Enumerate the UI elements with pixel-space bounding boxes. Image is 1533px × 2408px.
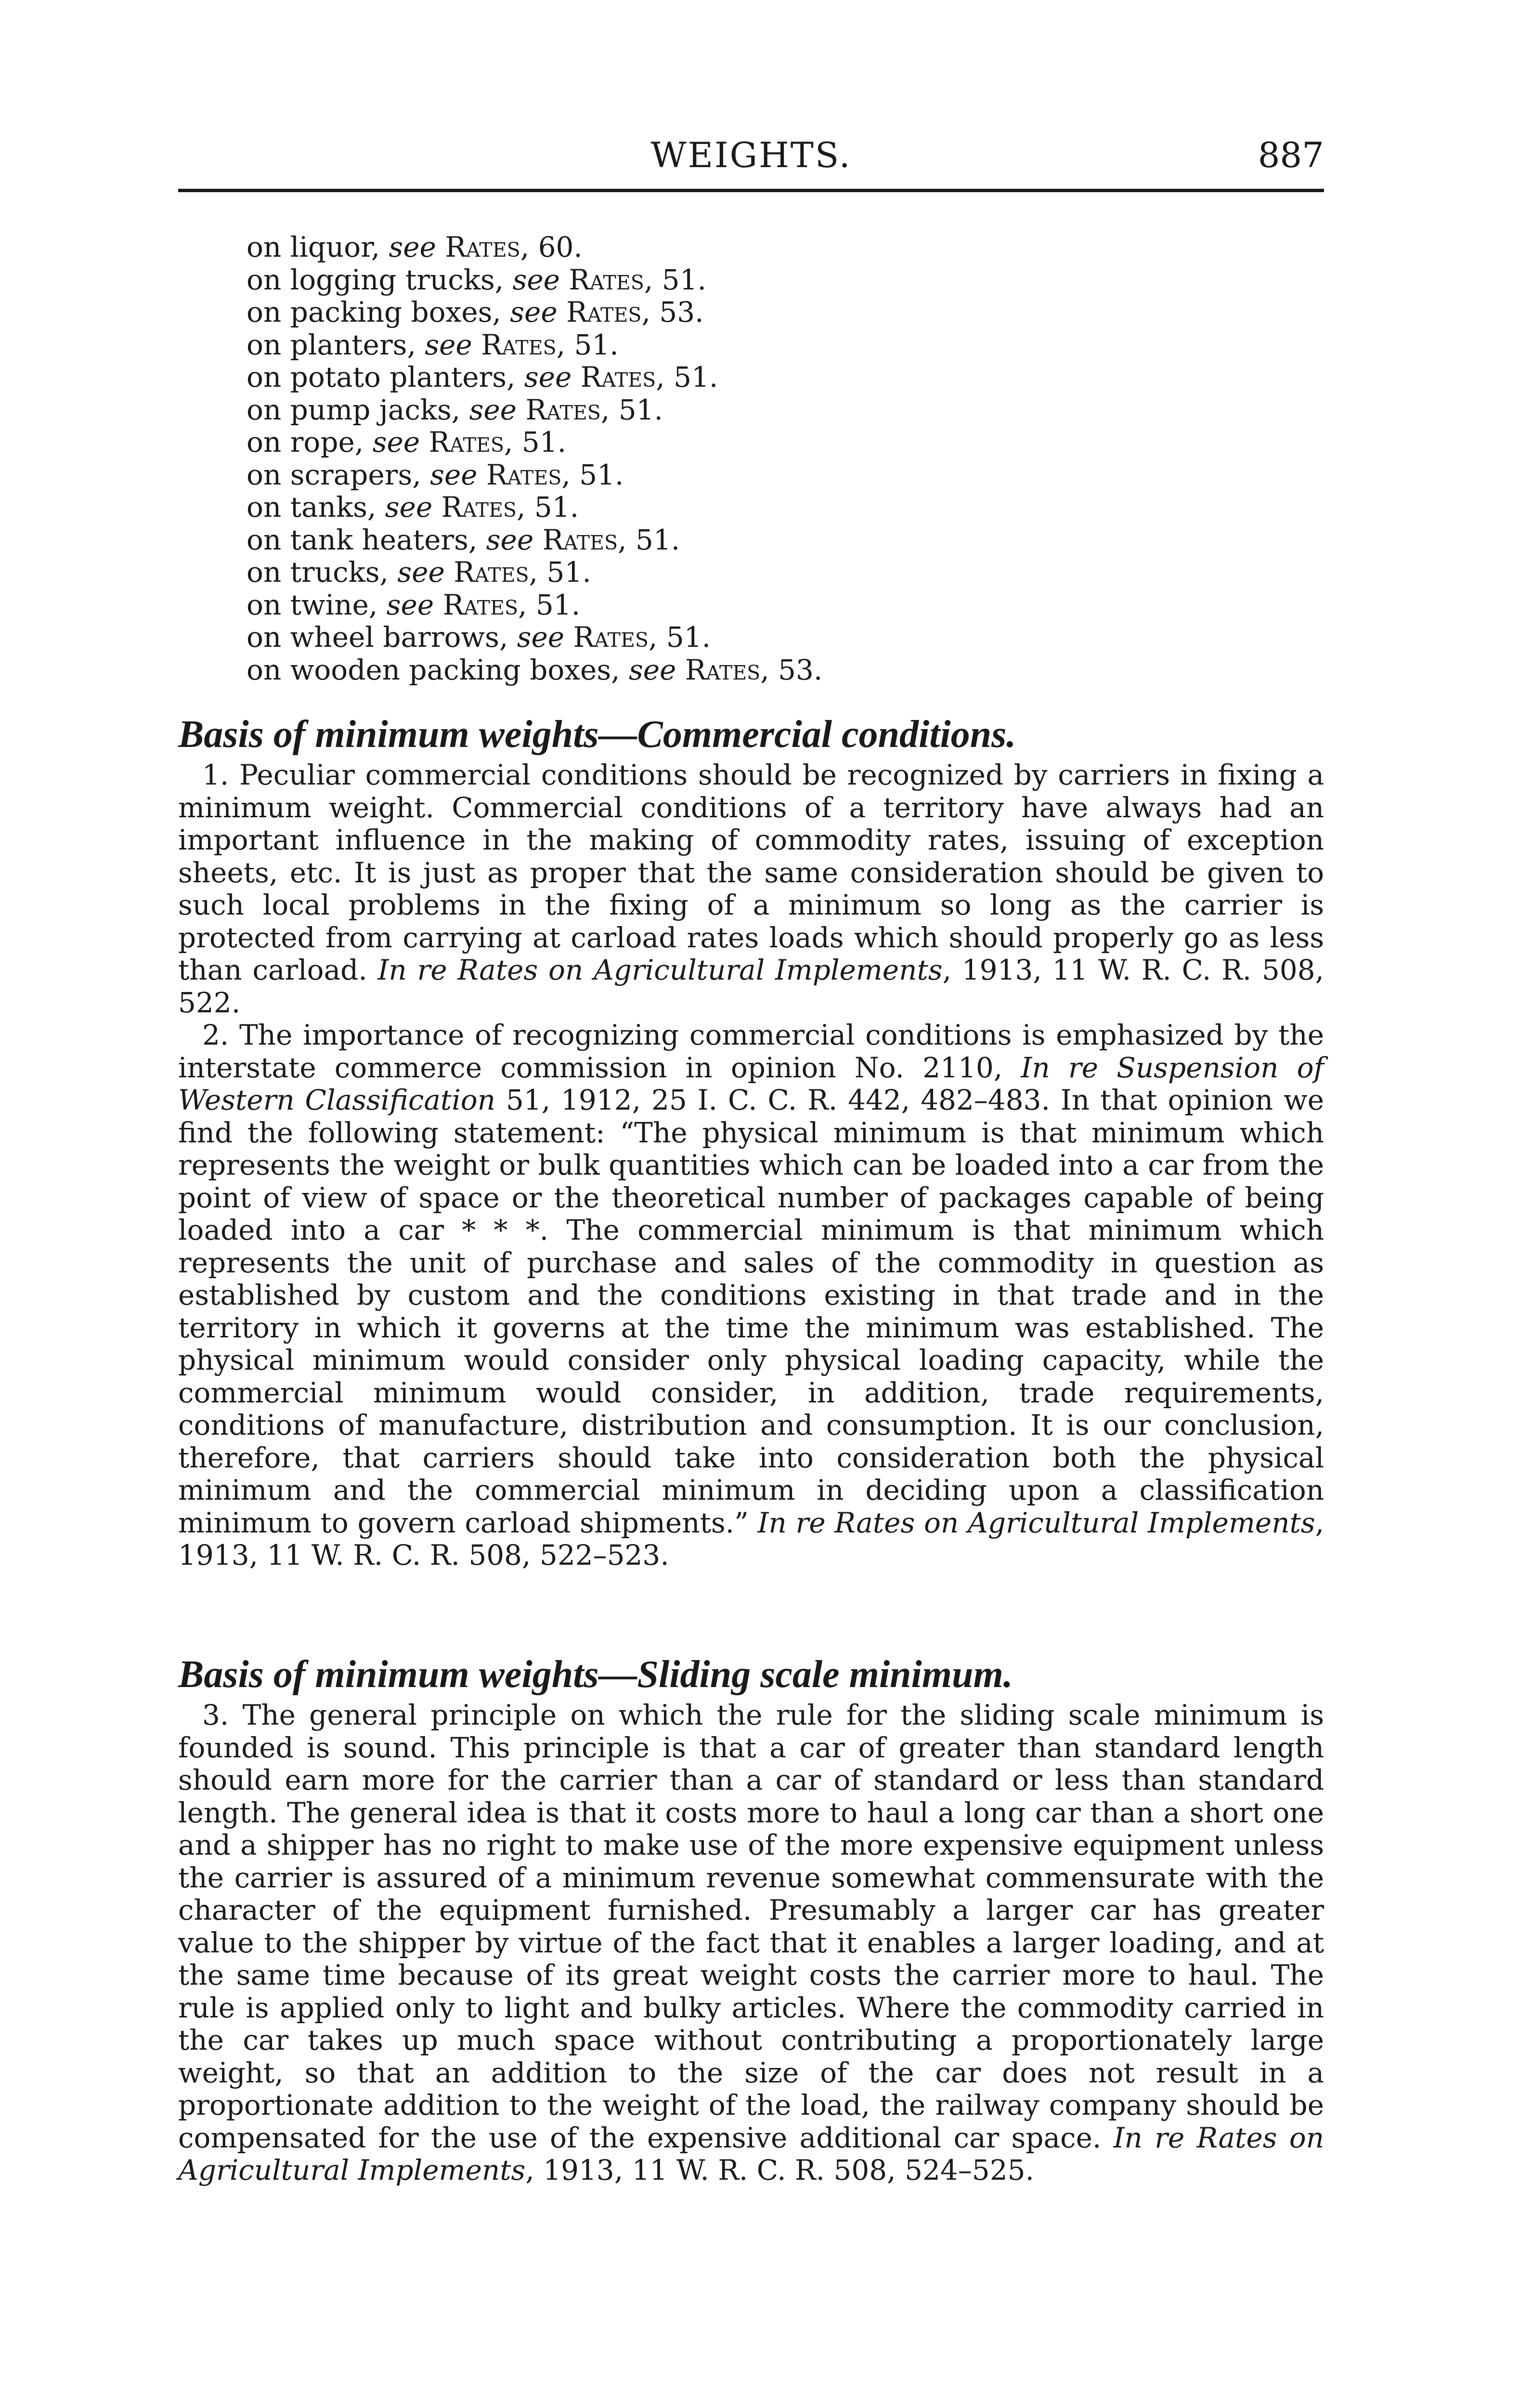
paragraph-text: , 1913, 11 W. R. C. R. 508, 522–523. xyxy=(178,1506,1324,1571)
xref-target: Rates xyxy=(685,653,761,686)
xref-subject: on scrapers, xyxy=(247,458,421,491)
xref-target: Rates xyxy=(441,491,517,523)
cross-reference-item: on potato planters, see Rates, 51. xyxy=(247,361,718,393)
paragraph-2 xyxy=(178,1019,1324,1572)
cross-reference-item: on rope, see Rates, 51. xyxy=(247,426,567,458)
paragraph-text: , 1913, 11 W. R. C. R. 508, 522. xyxy=(178,954,1324,1019)
xref-subject: on wooden packing boxes, xyxy=(247,653,620,686)
cross-reference-item: on tank heaters, see Rates, 51. xyxy=(247,523,680,556)
xref-subject: on wheel barrows, xyxy=(247,621,508,654)
cross-reference-item: on twine, see Rates, 51. xyxy=(247,588,581,621)
xref-subject: on packing boxes, xyxy=(247,296,501,328)
xref-number: 51. xyxy=(635,523,680,556)
section-heading: Basis of minimum weights—Sliding scale minimum. xyxy=(178,1653,1013,1696)
cross-reference-item: on tanks, see Rates, 51. xyxy=(247,491,579,523)
xref-see: see xyxy=(486,523,534,556)
xref-target: Rates xyxy=(486,458,562,491)
xref-target: Rates xyxy=(573,621,649,654)
case-citation: In re Rates on Agricultural Implements xyxy=(757,1506,1315,1539)
xref-subject: on liquor, xyxy=(247,231,380,263)
cross-reference-item: on logging trucks, see Rates, 51. xyxy=(247,263,706,296)
xref-target: Rates xyxy=(481,328,557,361)
cross-reference-item: on liquor, see Rates, 60. xyxy=(247,231,583,263)
xref-number: 51. xyxy=(521,426,567,458)
header-rule xyxy=(178,189,1324,192)
cross-reference-item: on trucks, see Rates, 51. xyxy=(247,556,591,589)
section-heading: Basis of minimum weights—Commercial conditions. xyxy=(178,713,1016,756)
xref-see: see xyxy=(517,621,565,654)
xref-number: 51. xyxy=(574,328,619,361)
xref-subject: on tank heaters, xyxy=(247,523,478,556)
running-header xyxy=(178,131,1324,179)
xref-number: 51. xyxy=(534,491,579,523)
paragraph-text: 51, 1912, 25 I. C. C. R. 442, 482–483. In that opinion we find the following statement: “The physical minimum is that minimum which represents the weight or bulk quantities which can be loaded into a car from the point of view of space or the theoretical number of packages capable of being loaded into a car * * *. The commercial minimum is that minimum which represents the unit of purchase and sales of the commodity in question as established by custom and the conditions existing in that trade and in the territory in which it governs at the time the minimum was established. The physical minimum would consider only physical loading capacity, while the commercial minimum would consider, in addition, trade requirements, conditions of manufacture, distribution and consumption. It is our conclusion, therefore, that carriers should take into consideration both the physical minimum and the commercial minimum in deciding upon a classification minimum to govern carload shipments.” xyxy=(178,1084,1324,1539)
running-title: WEIGHTS. xyxy=(650,135,852,175)
xref-number: 51. xyxy=(662,263,706,296)
xref-see: see xyxy=(372,426,420,458)
case-citation: In re Suspension of Western Classification xyxy=(178,1051,1324,1116)
xref-subject: on logging trucks, xyxy=(247,263,504,296)
xref-see: see xyxy=(510,296,558,328)
xref-subject: on trucks, xyxy=(247,556,389,589)
xref-see: see xyxy=(389,231,436,263)
xref-number: 51. xyxy=(674,361,718,393)
section-commercial-conditions xyxy=(178,713,1324,1572)
cross-reference-item: on pump jacks, see Rates, 51. xyxy=(247,393,663,426)
xref-number: 51. xyxy=(618,393,663,426)
xref-target: Rates xyxy=(525,393,601,426)
xref-target: Rates xyxy=(569,263,644,296)
cross-reference-item: on planters, see Rates, 51. xyxy=(247,328,619,361)
xref-see: see xyxy=(524,361,572,393)
xref-number: 51. xyxy=(546,556,591,589)
paragraph-text: 2. The importance of recognizing commercial conditions is emphasized by the interstate commerce commission in opinion No. 2110, xyxy=(178,1019,1324,1084)
xref-number: 51. xyxy=(579,458,624,491)
cross-reference-item: on packing boxes, see Rates, 53. xyxy=(247,296,704,328)
xref-target: Rates xyxy=(454,556,529,589)
xref-see: see xyxy=(628,653,676,686)
xref-target: Rates xyxy=(580,361,656,393)
xref-subject: on tanks, xyxy=(247,491,377,523)
paragraph-text: 1. Peculiar commercial conditions should be recognized by carriers in fixing a minimum weight. Commercial conditions of a territory have always had an important influence in the making of commodity rates, issuing of exception sheets, etc. It is just as proper that the same consideration should be given to such local problems in the fixing of a minimum so long as the carrier is protected from carrying at carload rates loads which should properly go as less than carload. xyxy=(178,759,1324,986)
xref-see: see xyxy=(397,556,445,589)
xref-target: Rates xyxy=(429,426,504,458)
section-sliding-scale-minimum xyxy=(178,1653,1324,2187)
case-citation: In re Rates on Agricultural Implements xyxy=(178,2121,1325,2186)
paragraph-text: 3. The general principle on which the rule for the sliding scale minimum is founded is sound. This principle is that a car of greater than standard length should earn more for the carrier than a car of standard or less than standard length. The general idea is that it costs more to haul a long car than a short one and a shipper has no right to make use of the more expensive equipment unless the carrier is assured of a minimum revenue somewhat commensurate with the character of the equipment furnished. Presumably a larger car has greater value to the shipper by virtue of the fact that it enables a larger loading, and at the same time because of its great weight costs the carrier more to haul. The rule is applied only to light and bulky articles. Where the commodity carried in the car takes up much space without contributing a proportionately large weight, so that an addition to the size of the car does not result in a proportionate addition to the weight of the load, the railway company should be compensated for the use of the expensive additional car space. xyxy=(178,1699,1324,2154)
xref-see: see xyxy=(386,588,434,621)
cross-reference-item: on wooden packing boxes, see Rates, 53. xyxy=(247,653,823,686)
xref-number: 53. xyxy=(659,296,704,328)
xref-subject: on twine, xyxy=(247,588,378,621)
xref-subject: on potato planters, xyxy=(247,361,516,393)
page-number: 887 xyxy=(1258,135,1324,175)
xref-target: Rates xyxy=(542,523,618,556)
paragraph-3 xyxy=(178,1699,1324,2187)
paragraph-text: , 1913, 11 W. R. C. R. 508, 524–525. xyxy=(525,2154,1034,2186)
xref-see: see xyxy=(385,491,433,523)
xref-subject: on planters, xyxy=(247,328,416,361)
xref-see: see xyxy=(425,328,472,361)
xref-number: 51. xyxy=(666,621,711,654)
xref-subject: on rope, xyxy=(247,426,364,458)
case-citation: In re Rates on Agricultural Implements xyxy=(377,954,943,986)
xref-target: Rates xyxy=(445,231,520,263)
xref-target: Rates xyxy=(566,296,642,328)
xref-subject: on pump jacks, xyxy=(247,393,461,426)
xref-number: 51. xyxy=(535,588,581,621)
xref-target: Rates xyxy=(442,588,519,621)
xref-see: see xyxy=(430,458,478,491)
cross-reference-list xyxy=(247,231,822,686)
xref-number: 53. xyxy=(778,653,823,686)
cross-reference-item: on wheel barrows, see Rates, 51. xyxy=(247,621,711,654)
xref-see: see xyxy=(512,263,560,296)
xref-number: 60. xyxy=(538,231,583,263)
cross-reference-item: on scrapers, see Rates, 51. xyxy=(247,458,624,491)
xref-see: see xyxy=(469,393,517,426)
paragraph-1 xyxy=(178,759,1324,1019)
